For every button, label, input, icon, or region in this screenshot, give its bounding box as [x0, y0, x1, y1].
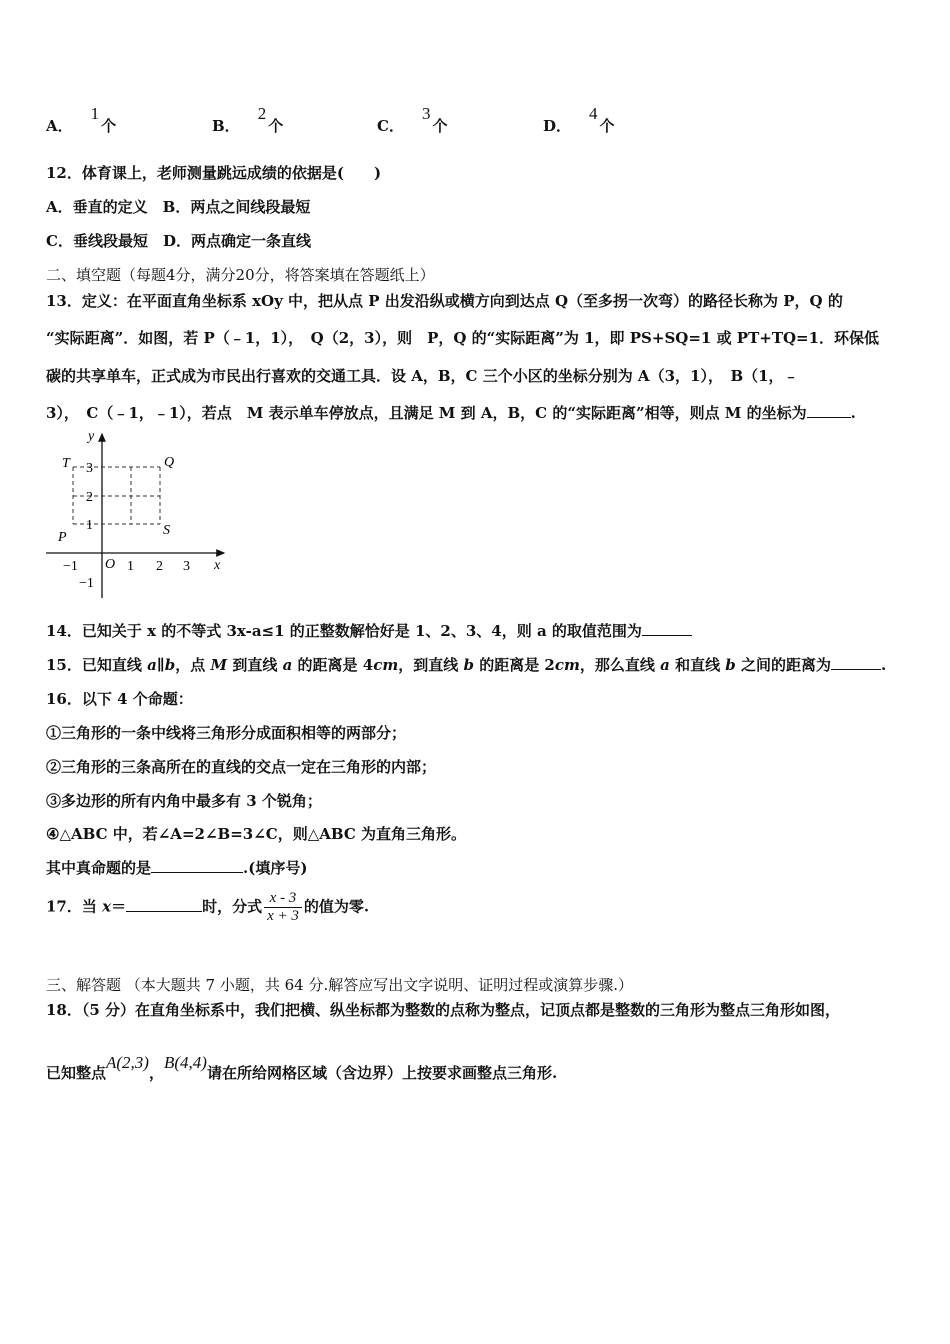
- y-tick-3: 3: [86, 461, 93, 476]
- point-q-label: Q: [164, 455, 175, 470]
- q16-stem: 16．以下 4 个命题：: [46, 690, 193, 708]
- q17: 17．当 x＝ 时，分式 $\frac{x - 3}{x + 3}$ 的值为零.: [46, 890, 370, 924]
- point-a: A(2,3): [106, 1053, 149, 1072]
- q13-line2: “实际距离”．如图，若 P（﹣1，1）， Q（2，3），则 P，Q 的“实际距离”为 1，即 PS+SQ=1 或 PT+TQ=1．环保低: [46, 329, 880, 347]
- x-tick-neg1: −1: [63, 559, 78, 574]
- q16-item-1: ①三角形的一条中线将三角形分成面积相等的两部分；: [46, 724, 407, 742]
- q16-item-4: ④△ABC 中，若∠A=2∠B=3∠C，则△ABC 为直角三角形。: [46, 825, 467, 843]
- option-c: C．3个: [377, 104, 448, 135]
- q14: 14．已知关于 x 的不等式 3x-a≤1 的正整数解恰好是 1、2、3、4，则 a 的取值范围为: [46, 620, 692, 641]
- section-2-heading: 二、填空题（每题4分，满分20分，将答案填在答题纸上）: [46, 266, 435, 284]
- q12-options-row1: A．垂直的定义 B．两点之间线段最短: [46, 198, 311, 216]
- section-3-heading: 三、解答题 （本大题共 7 小题，共 64 分.解答应写出文字说明、证明过程或演算步骤.）: [46, 976, 634, 994]
- option-b: B．2个: [212, 104, 284, 135]
- fraction: $\frac{x - 3}{x + 3}$: [264, 890, 302, 925]
- answer-blank[interactable]: [642, 621, 692, 636]
- q16-item-2: ②三角形的三条高所在的直线的交点一定在三角形的内部；: [46, 758, 437, 776]
- x-tick-1: 1: [127, 559, 134, 574]
- point-b: B(4,4): [164, 1053, 207, 1072]
- y-tick-neg1: −1: [79, 576, 94, 591]
- option-d: D．4个: [543, 104, 615, 135]
- answer-blank[interactable]: [151, 858, 243, 873]
- coordinate-figure: [44, 426, 234, 601]
- q12-options-row2: C．垂线段最短 D．两点确定一条直线: [46, 232, 311, 250]
- y-tick-1: 1: [86, 518, 93, 533]
- point-p-label: P: [58, 530, 67, 545]
- origin-label: O: [105, 557, 116, 572]
- x-tick-3: 3: [183, 559, 190, 574]
- y-axis-label: y: [88, 429, 95, 444]
- x-tick-2: 2: [156, 559, 163, 574]
- q13-line4: 3）， C（﹣1，﹣1），若点 M 表示单车停放点，且满足 M 到 A，B，C 的“实际距离”相等，则点 M 的坐标为 .: [46, 404, 856, 422]
- option-a: A．1个: [46, 104, 117, 135]
- point-t-label: T: [62, 456, 70, 471]
- q12-stem: 12．体育课上，老师测量跳远成绩的依据是( ): [46, 164, 382, 182]
- x-axis-label: x: [214, 558, 221, 573]
- point-s-label: S: [163, 523, 170, 538]
- answer-blank[interactable]: [831, 655, 881, 670]
- q16-answer: 其中真命题的是 .(填序号): [46, 859, 308, 877]
- q18-line2: 已知整点A(2,3)，B(4,4)请在所给网格区域（含边界）上按要求画整点三角形.: [46, 1053, 558, 1082]
- q13-line3: 碳的共享单车，正式成为市民出行喜欢的交通工具．设 A，B，C 三个小区的坐标分别为 A（3，1）， B（1，﹣: [46, 367, 799, 385]
- q15: 15．已知直线 a∥b，点 M 到直线 a 的距离是 4cm，到直线 b 的距离是 2cm，那么直线 a 和直线 b 之间的距离为 .: [46, 656, 887, 674]
- y-tick-2: 2: [86, 490, 93, 505]
- answer-blank[interactable]: [807, 403, 851, 418]
- q16-item-3: ③多边形的所有内角中最多有 3 个锐角；: [46, 792, 322, 810]
- q18-line1: 18．（5 分）在直角坐标系中，我们把横、纵坐标都为整数的点称为整点，记顶点都是整数的三角形为整点三角形如图，: [46, 1001, 841, 1019]
- q13-line1: 13．定义：在平面直角坐标系 xOy 中，把从点 P 出发沿纵或横方向到达点 Q（至多拐一次弯）的路径长称为 P，Q 的: [46, 292, 843, 310]
- answer-blank[interactable]: [126, 897, 202, 912]
